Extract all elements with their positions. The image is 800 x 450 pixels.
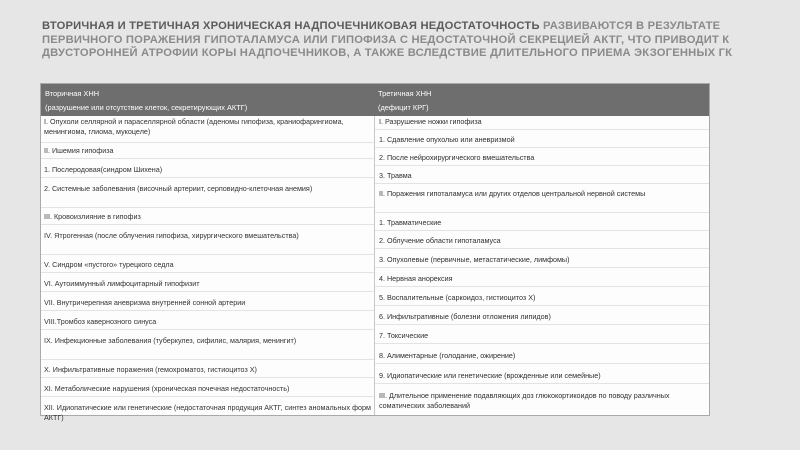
- table-cell: III. Кровоизлияние в гипофиз: [41, 212, 374, 225]
- table-cell: III. Длительное применение подавляющих доз глюкокортикоидов по поводу различных соматических заболеваний: [379, 391, 670, 410]
- table-cell: 3. Травма: [375, 171, 709, 184]
- table-cell: II. Ишемия гипофиза: [41, 146, 374, 159]
- table-cell: IX. Инфекционные заболевания (туберкулез, сифилис, малярия, менингит): [41, 336, 374, 360]
- table-cell: IV. Ятрогенная (после облучения гипофиза, хирургического вмешательства): [41, 231, 374, 255]
- header-tertiary: [378, 87, 431, 115]
- table-cell: I. Опухоли селлярной и параселлярной области (аденомы гипофиза, краниофарингиома, менингиома, глиома, мукоцеле): [41, 117, 374, 143]
- tertiary-column: [375, 116, 709, 415]
- header-tertiary-subtitle: (дефицит КРГ): [378, 103, 429, 112]
- table-cell: 9. Идиопатические или генетические (врожденные или семейные): [375, 371, 709, 384]
- table-cell: 1. Травматические: [375, 218, 709, 231]
- table-cell: 1. Послеродовая(синдром Шихена): [41, 165, 374, 178]
- header-secondary: [45, 87, 247, 115]
- table-cell: 2. Системные заболевания (височный артериит, серповидно-клеточная анемия): [41, 184, 374, 208]
- etiology-table: [40, 83, 710, 422]
- table-cell: XII. Идиопатические или генетические (недостаточная продукция АКТГ, синтез аномальных форм АКТГ): [44, 403, 371, 422]
- secondary-column: [41, 116, 375, 422]
- table-cell: 1. Сдавление опухолью или аневризмой: [375, 135, 709, 148]
- table-cell: XI. Метаболические нарушения (хроническая почечная недостаточность): [41, 384, 374, 397]
- table-cell: 8. Алиментарные (голодание, ожирение): [375, 351, 709, 364]
- table-header: [41, 84, 709, 116]
- table-cell: 4. Нервная анорексия: [375, 274, 709, 287]
- header-tertiary-title: Третичная ХНН: [378, 89, 432, 98]
- table-cell: VIII.Тромбоз кавернозного синуса: [41, 317, 374, 330]
- header-secondary-title: Вторичная ХНН: [45, 89, 100, 98]
- table-cell: VI. Аутоиммунный лимфоцитарный гипофизит: [41, 279, 374, 292]
- header-secondary-subtitle: (разрушение или отсутствие клеток, секретирующих АКТГ): [45, 103, 248, 112]
- table-cell: V. Синдром «пустого» турецкого седла: [41, 260, 374, 273]
- table-cell: 7. Токсические: [375, 331, 709, 344]
- table-cell: II. Поражения гипоталамуса или других отделов центральной нервной системы: [375, 189, 709, 213]
- slide-title-emphasis: ВТОРИЧНАЯ И ТРЕТИЧНАЯ ХРОНИЧЕСКАЯ НАДПОЧЕЧНИКОВАЯ НЕДОСТАТОЧНОСТЬ: [42, 20, 540, 32]
- table-cell: 2. После нейрохирургического вмешательства: [375, 153, 709, 166]
- table-cell: 5. Воспалительные (саркоидоз, гистиоцитоз X): [375, 293, 709, 306]
- table-cell: 2. Облучение области гипоталамуса: [375, 236, 709, 249]
- table-cell: VII. Внутричерепная аневризма внутренней сонной артерии: [41, 298, 374, 311]
- table-cell: 6. Инфильтративные (болезни отложения липидов): [375, 312, 709, 325]
- slide-title-rest: РАЗВИВАЮТСЯ В РЕЗУЛЬТАТЕ ПЕРВИЧНОГО ПОРАЖЕНИЯ ГИПОТАЛАМУСА ИЛИ ГИПОФИЗА С НЕДОСТАТОЧНОЙ СЕКРЕЦИЕЙ АКТГ, ЧТО ПРИВОДИТ К ДВУСТОРОННЕЙ АТРОФИИ КОРЫ НАДПОЧЕЧНИКОВ, А ТАКЖЕ ВСЛЕДСТВИЕ ДЛИТЕЛЬНОГО ПРИЕМА ЭКЗОГЕННЫХ ГК: [42, 20, 733, 60]
- table-cell: I. Разрушение ножки гипофиза: [375, 117, 709, 130]
- slide-title: [42, 20, 762, 61]
- table-cell: 3. Опухолевые (первичные, метастатические, лимфомы): [375, 255, 709, 268]
- table-cell: X. Инфильтративные поражения (гемохроматоз, гистиоцитоз X): [41, 365, 374, 378]
